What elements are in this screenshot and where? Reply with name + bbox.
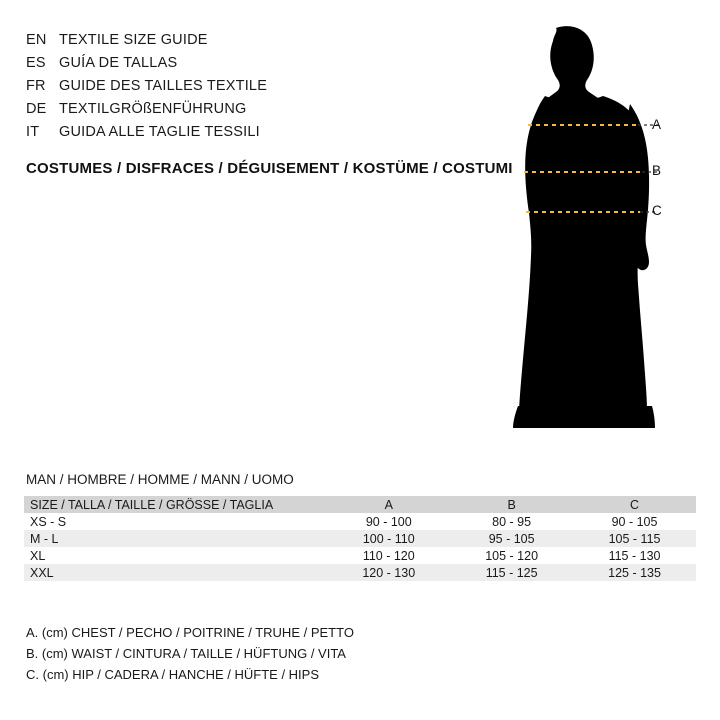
cell-c: 115 - 130	[608, 548, 661, 563]
cell-b: 95 - 105	[488, 531, 535, 546]
language-code: IT	[26, 124, 40, 140]
cell-size: M - L	[30, 531, 59, 546]
language-list	[26, 32, 466, 147]
note-hip: C. (cm) HIP / CADERA / HANCHE / HÜFTE / HIPS	[26, 667, 320, 682]
measure-label-b: B	[652, 163, 662, 178]
measure-label-a: A	[652, 117, 662, 132]
cell-a: 90 - 100	[365, 514, 412, 529]
table-row	[24, 513, 696, 530]
table-title: MAN / HOMBRE / HOMME / MANN / UOMO	[26, 472, 294, 487]
language-text: TEXTILGRÖßENFÜHRUNG	[59, 101, 247, 117]
table-row	[24, 564, 696, 581]
silhouette-svg	[470, 20, 710, 440]
language-code: ES	[26, 55, 46, 71]
table-row	[24, 547, 696, 564]
language-text: GUIDE DES TAILLES TEXTILE	[59, 78, 268, 94]
cell-size: XL	[30, 548, 46, 563]
cell-size: XXL	[30, 565, 54, 580]
cell-a: 100 - 110	[362, 531, 415, 546]
cell-c: 105 - 115	[608, 531, 661, 546]
language-row	[26, 78, 466, 101]
cell-c: 90 - 105	[611, 514, 658, 529]
language-text: GUIDA ALLE TAGLIE TESSILI	[59, 124, 260, 140]
language-text: TEXTILE SIZE GUIDE	[59, 32, 208, 48]
measurement-notes	[26, 622, 354, 685]
language-code: EN	[26, 32, 47, 48]
note-chest: A. (cm) CHEST / PECHO / POITRINE / TRUHE / PETTO	[26, 625, 354, 640]
language-row	[26, 101, 466, 124]
language-row	[26, 55, 466, 78]
language-text: GUÍA DE TALLAS	[59, 55, 178, 71]
column-header-a: A	[384, 497, 393, 512]
language-row	[26, 32, 466, 55]
cell-b: 80 - 95	[492, 514, 532, 529]
column-header-b: B	[507, 497, 516, 512]
note-waist: B. (cm) WAIST / CINTURA / TAILLE / HÜFTUNG / VITA	[26, 646, 346, 661]
table-header-row	[24, 496, 696, 513]
cell-size: XS - S	[30, 514, 67, 529]
cell-a: 120 - 130	[362, 565, 416, 580]
language-code: FR	[26, 78, 46, 94]
column-header-c: C	[630, 497, 640, 512]
category-heading: COSTUMES / DISFRACES / DÉGUISEMENT / KOSTÜME / COSTUMI	[26, 160, 513, 177]
cell-a: 110 - 120	[362, 548, 415, 563]
column-header-size: SIZE / TALLA / TAILLE / GRÖSSE / TAGLIA	[30, 497, 274, 512]
table-row	[24, 530, 696, 547]
cell-c: 125 - 135	[608, 565, 661, 580]
language-code: DE	[26, 101, 47, 117]
language-row	[26, 124, 466, 147]
cell-b: 105 - 120	[485, 548, 539, 563]
cell-b: 115 - 125	[485, 565, 538, 580]
measure-label-c: C	[652, 203, 662, 218]
size-table	[24, 496, 696, 581]
body-silhouette-figure	[470, 20, 710, 440]
